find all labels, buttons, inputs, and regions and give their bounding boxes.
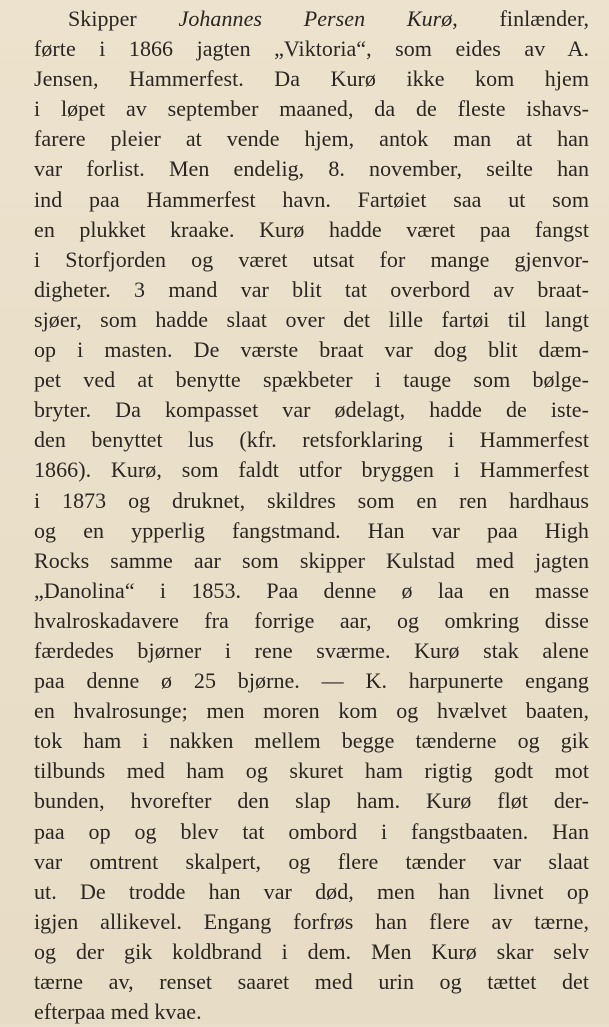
text-line-25: tok ham i nakken mellem begge tænderne og gik	[34, 728, 589, 754]
text-line-1-tail: , finlænder,	[452, 6, 589, 31]
text-line-33: tærne av, renset saaret med urin og tættet det	[34, 969, 589, 994]
text-line-29: var omtrent skalpert, og flere tænder var slaat	[34, 848, 589, 874]
text-line-4: i løpet av september maaned, da de fleste ishavs-	[34, 96, 589, 122]
text-line-1-lead: Skipper	[68, 6, 179, 31]
text-line-27: bunden, hvorefter den slap ham. Kurø fløt der-	[34, 788, 589, 814]
text-line-34: efterpaa med kvae.	[34, 999, 202, 1025]
text-line-16: 1866). Kurø, som faldt utfor bryggen i Hammerfest	[34, 457, 589, 483]
text-line-26: tilbunds med ham og skuret ham rigtig godt mot	[34, 758, 589, 784]
text-line-7: ind paa Hammerfest havn. Fartøiet saa ut som	[34, 186, 589, 212]
text-line-31: igjen allikevel. Engang forfrøs han flere av tærne,	[34, 908, 589, 934]
text-line-24: en hvalrosunge; men moren kom og hvælvet baaten,	[34, 698, 589, 724]
text-line-21: hvalroskadavere fra forrige aar, og omkring disse	[34, 607, 589, 633]
text-line-20: „Danolina“ i 1853. Paa denne ø laa en masse	[34, 577, 589, 603]
text-line-5: farere pleier at vende hjem, antok man at han	[34, 126, 589, 152]
text-line-9: i Storfjorden og været utsat for mange gjenvor-	[34, 246, 589, 272]
text-line-15: den benyttet lus (kfr. retsforklaring i Hammerfest	[34, 427, 589, 453]
text-line-14: bryter. Da kompasset var ødelagt, hadde de iste-	[34, 397, 589, 423]
text-line-1	[34, 4, 589, 34]
text-line-28: paa op og blev tat ombord i fangstbaaten. Han	[34, 818, 589, 844]
text-line-2: førte i 1866 jagten „Viktoria“, som eides av A.	[34, 36, 589, 62]
article-text	[34, 4, 589, 1027]
text-line-3: Jensen, Hammerfest. Da Kurø ikke kom hjem	[34, 66, 589, 92]
text-line-23: paa denne ø 25 bjørne. — K. harpunerte engang	[34, 668, 589, 694]
text-line-12: op i masten. De værste braat var dog blit dæm-	[34, 337, 589, 363]
text-line-32: og der gik koldbrand i dem. Men Kurø skar selv	[34, 938, 589, 964]
text-line-19: Rocks samme aar som skipper Kulstad med jagten	[34, 547, 589, 573]
text-line-18: og en ypperlig fangstmand. Han var paa High	[34, 517, 589, 543]
text-line-8: en plukket kraake. Kurø hadde været paa fangst	[34, 216, 589, 242]
text-line-30: ut. De trodde han var død, men han livnet op	[34, 878, 589, 904]
text-line-11: sjøer, som hadde slaat over det lille fartøi til langt	[34, 306, 589, 332]
text-line-10: digheter. 3 mand var blit tat overbord av braat-	[34, 276, 589, 302]
skipper-name: Johannes Persen Kurø	[178, 6, 453, 31]
text-line-13: pet ved at benytte spækbeter i tauge som bølge-	[34, 367, 589, 393]
text-line-6: var forlist. Men endelig, 8. november, seilte han	[34, 156, 589, 182]
text-line-17: i 1873 og druknet, skildres som en ren hardhaus	[34, 487, 589, 513]
text-line-22: færdedes bjørner i rene sværme. Kurø stak alene	[34, 637, 589, 663]
